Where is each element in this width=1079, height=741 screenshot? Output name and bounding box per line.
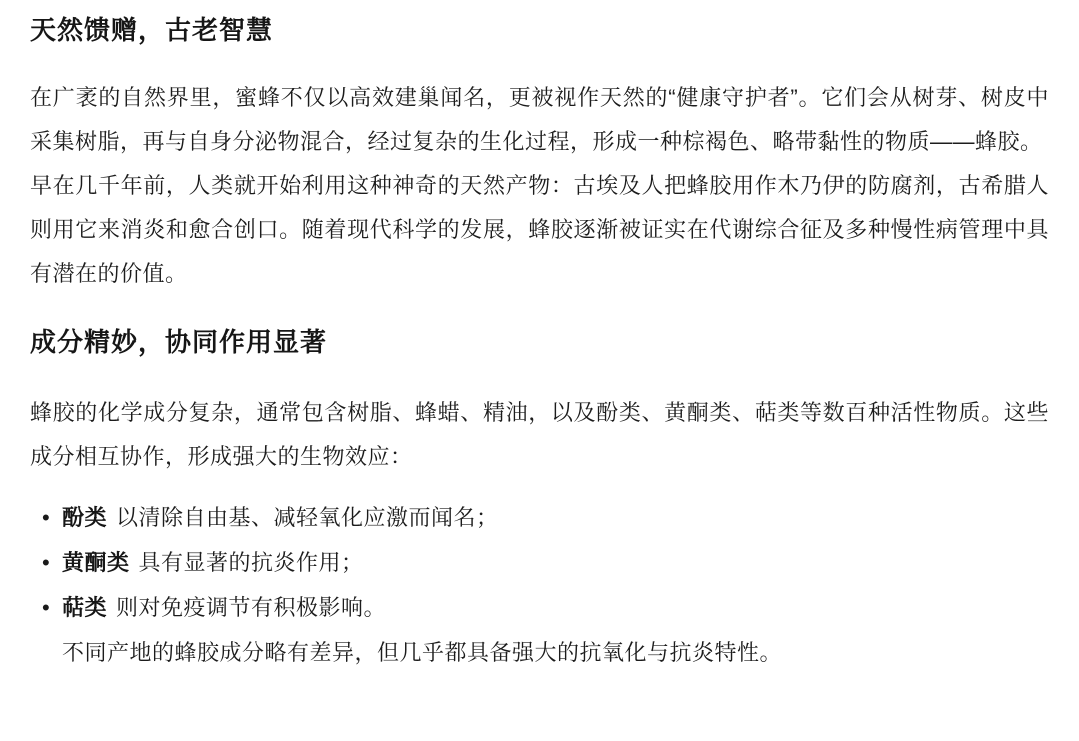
list-item-term: 酚类 <box>62 505 108 530</box>
list-item-phenols <box>62 495 1049 540</box>
list-item-text: 以清除自由基、减轻氧化应激而闻名； <box>116 505 499 530</box>
section1-paragraph-1: 在广袤的自然界里，蜜蜂不仅以高效建巢闻名，更被视作天然的“健康守护者”。它们会从树芽、树皮中采集树脂，再与自身分泌物混合，经过复杂的生化过程，形成一种棕褐色、略带黏性的物质——蜂胶。 <box>30 85 1049 154</box>
section2-heading: 成分精妙，协同作用显著 <box>30 327 328 357</box>
list-item-term: 黄酮类 <box>62 550 130 575</box>
list-item-flavonoids <box>62 540 1049 585</box>
list-item-term: 萜类 <box>62 595 108 620</box>
closing-note: 不同产地的蜂胶成分略有差异，但几乎都具备强大的抗氧化与抗炎特性。 <box>62 640 783 665</box>
section2-paragraph-1: 蜂胶的化学成分复杂，通常包含树脂、蜂蜡、精油，以及酚类、黄酮类、萜类等数百种活性物质。这些成分相互协作，形成强大的生物效应： <box>30 400 1049 469</box>
component-bullet-list <box>30 495 1049 630</box>
list-item-terpenes <box>62 585 1049 630</box>
section1-paragraph-2: 早在几千年前，人类就开始利用这种神奇的天然产物：古埃及人把蜂胶用作木乃伊的防腐剂，古希腊人则用它来消炎和愈合创口。随着现代科学的发展，蜂胶逐渐被证实在代谢综合征及多种慢性病管理中具有潜在的价值。 <box>30 173 1049 286</box>
list-item-text: 则对免疫调节有积极影响。 <box>116 595 387 620</box>
list-item-text: 具有显著的抗炎作用； <box>138 550 364 575</box>
section1-heading: 天然馈赠，古老智慧 <box>30 15 274 45</box>
